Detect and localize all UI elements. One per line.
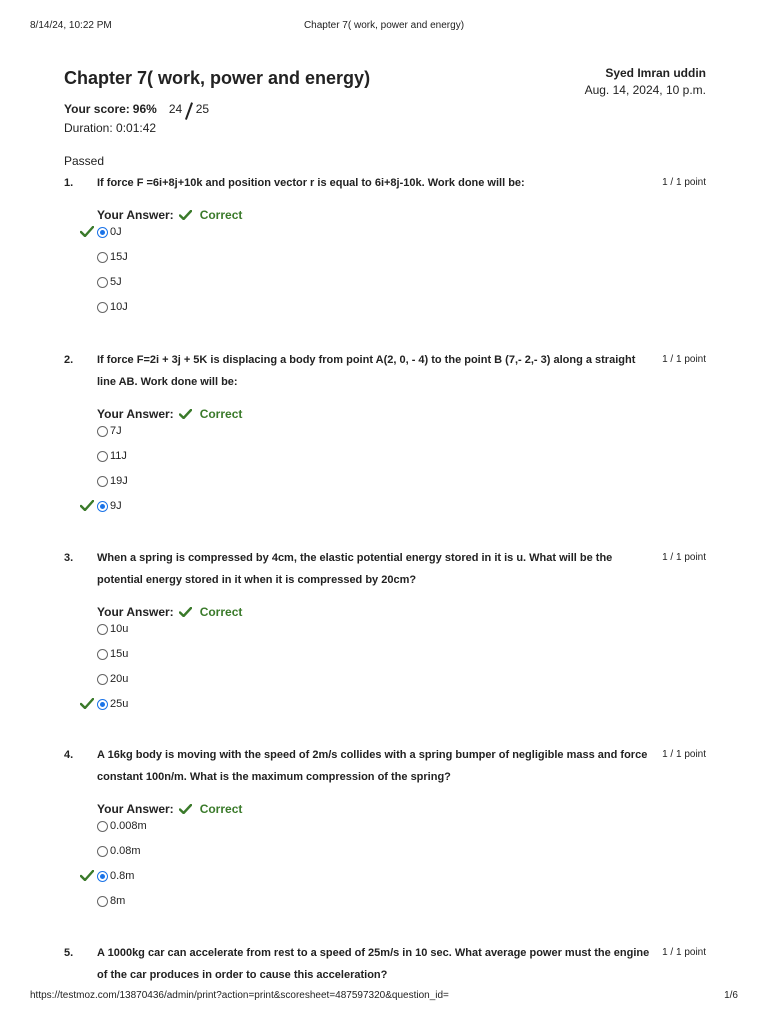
option-label: 0.8m <box>110 870 135 882</box>
option-label: 10J <box>110 301 128 313</box>
question-3 <box>64 552 706 723</box>
correct-indicator <box>179 605 243 619</box>
answer-option <box>97 500 706 525</box>
radio-button <box>97 699 108 710</box>
radio-button <box>97 426 108 437</box>
option-label: 15J <box>110 251 128 263</box>
page-number: 1/6 <box>724 990 738 1001</box>
question-5 <box>64 947 706 986</box>
check-icon <box>80 500 94 514</box>
check-icon <box>179 804 196 814</box>
question-text: A 16kg body is moving with the speed of 2m/s collides with a spring bumper of negligible mass and force constant 100n/m. What is the maximum compression of the spring? <box>97 749 648 783</box>
question-4 <box>64 749 706 920</box>
question-text: When a spring is compressed by 4cm, the elastic potential energy stored in it is u. What will be the potential energy stored in it when it is compressed by 20cm? <box>97 552 613 586</box>
question-text: If force F =6i+8j+10k and position vector r is equal to 6i+8j-10k. Work done will be: <box>97 177 525 189</box>
radio-button <box>97 624 108 635</box>
score-sheet <box>64 66 706 168</box>
radio-button <box>97 821 108 832</box>
check-icon <box>179 210 196 220</box>
answer-option <box>97 623 706 648</box>
radio-button <box>97 476 108 487</box>
radio-button <box>97 846 108 857</box>
user-name: Syed Imran uddin <box>605 66 706 80</box>
option-label: 7J <box>110 425 122 437</box>
answer-option <box>97 425 706 450</box>
answer-option <box>97 226 706 251</box>
option-label: 11J <box>110 450 127 462</box>
answer-options <box>97 425 706 525</box>
correct-label: Correct <box>199 605 243 619</box>
score-label: Your score: <box>64 102 130 116</box>
option-label: 15u <box>110 648 129 660</box>
answer-option <box>97 301 706 326</box>
radio-button <box>97 302 108 313</box>
option-label: 8m <box>110 895 126 907</box>
print-header <box>30 20 738 34</box>
question-number: 5. <box>64 947 74 959</box>
duration: Duration: 0:01:42 <box>64 121 157 135</box>
option-label: 0J <box>110 226 122 238</box>
check-icon <box>179 409 196 419</box>
radio-button <box>97 252 108 263</box>
question-1 <box>64 177 706 326</box>
print-doc-title: Chapter 7( work, power and energy) <box>303 20 465 31</box>
check-icon <box>80 226 94 240</box>
question-points: 1 / 1 point <box>662 947 706 958</box>
question-points: 1 / 1 point <box>662 354 706 365</box>
your-answer-label: Your Answer: <box>97 605 174 619</box>
option-label: 20u <box>110 673 129 685</box>
page-title: Chapter 7( work, power and energy) <box>64 68 371 88</box>
answer-option <box>97 475 706 500</box>
score-denominator: 25 <box>195 102 210 116</box>
correct-indicator <box>179 208 243 222</box>
your-answer-label: Your Answer: <box>97 208 174 222</box>
correct-label: Correct <box>199 802 243 816</box>
correct-label: Correct <box>199 407 243 421</box>
your-answer-label: Your Answer: <box>97 407 174 421</box>
print-url: https://testmoz.com/13870436/admin/print?action=print&scoresheet=487597320&question_id= <box>30 990 449 1001</box>
check-icon <box>179 607 196 617</box>
option-label: 0.008m <box>110 820 147 832</box>
radio-button <box>97 871 108 882</box>
answer-option <box>97 673 706 698</box>
check-icon <box>80 870 94 884</box>
answer-options <box>97 820 706 920</box>
score-line <box>64 101 706 117</box>
option-label: 10u <box>110 623 129 635</box>
correct-indicator <box>179 802 243 816</box>
status-passed: Passed <box>64 154 105 168</box>
question-text: If force F=2i + 3j + 5K is displacing a body from point A(2, 0, - 4) to the point B (7,- 2,- 3) along a straight line AB. Work done will be: <box>97 354 636 388</box>
answer-option <box>97 698 706 723</box>
radio-button <box>97 277 108 288</box>
question-points: 1 / 1 point <box>662 749 706 760</box>
question-points: 1 / 1 point <box>662 552 706 563</box>
answer-option <box>97 870 706 895</box>
question-number: 2. <box>64 354 74 366</box>
question-text: A 1000kg car can accelerate from rest to a speed of 25m/s in 10 sec. What average power must the engine of the car produces in order to cause this acceleration? <box>97 947 650 981</box>
score-percent: 96% <box>132 102 157 116</box>
answer-option <box>97 450 706 475</box>
print-footer <box>30 990 738 1004</box>
your-answer-row <box>97 605 706 619</box>
question-2 <box>64 354 706 525</box>
answer-option <box>97 251 706 276</box>
radio-button <box>97 649 108 660</box>
your-answer-row <box>97 802 706 816</box>
question-number: 4. <box>64 749 74 761</box>
print-datetime: 8/14/24, 10:22 PM <box>30 20 112 31</box>
correct-label: Correct <box>199 208 243 222</box>
answer-option <box>97 648 706 673</box>
option-label: 5J <box>110 276 122 288</box>
answer-option <box>97 845 706 870</box>
your-answer-row <box>97 208 706 222</box>
your-answer-row <box>97 407 706 421</box>
submission-date: Aug. 14, 2024, 10 p.m. <box>584 83 706 97</box>
check-icon <box>80 698 94 712</box>
answer-option <box>97 820 706 845</box>
radio-button <box>97 674 108 685</box>
answer-options <box>97 226 706 326</box>
score-numerator: 24 <box>168 102 183 116</box>
option-label: 0.08m <box>110 845 141 857</box>
radio-button <box>97 896 108 907</box>
answer-option <box>97 276 706 301</box>
question-number: 3. <box>64 552 74 564</box>
radio-button <box>97 451 108 462</box>
answer-option <box>97 895 706 920</box>
correct-indicator <box>179 407 243 421</box>
answer-options <box>97 623 706 723</box>
radio-button <box>97 227 108 238</box>
question-points: 1 / 1 point <box>662 177 706 188</box>
score-fraction <box>169 100 209 118</box>
option-label: 9J <box>110 500 122 512</box>
option-label: 19J <box>110 475 128 487</box>
radio-button <box>97 501 108 512</box>
user-meta <box>585 66 706 97</box>
question-number: 1. <box>64 177 74 189</box>
option-label: 25u <box>110 698 129 710</box>
fraction-slash <box>185 102 193 119</box>
your-answer-label: Your Answer: <box>97 802 174 816</box>
